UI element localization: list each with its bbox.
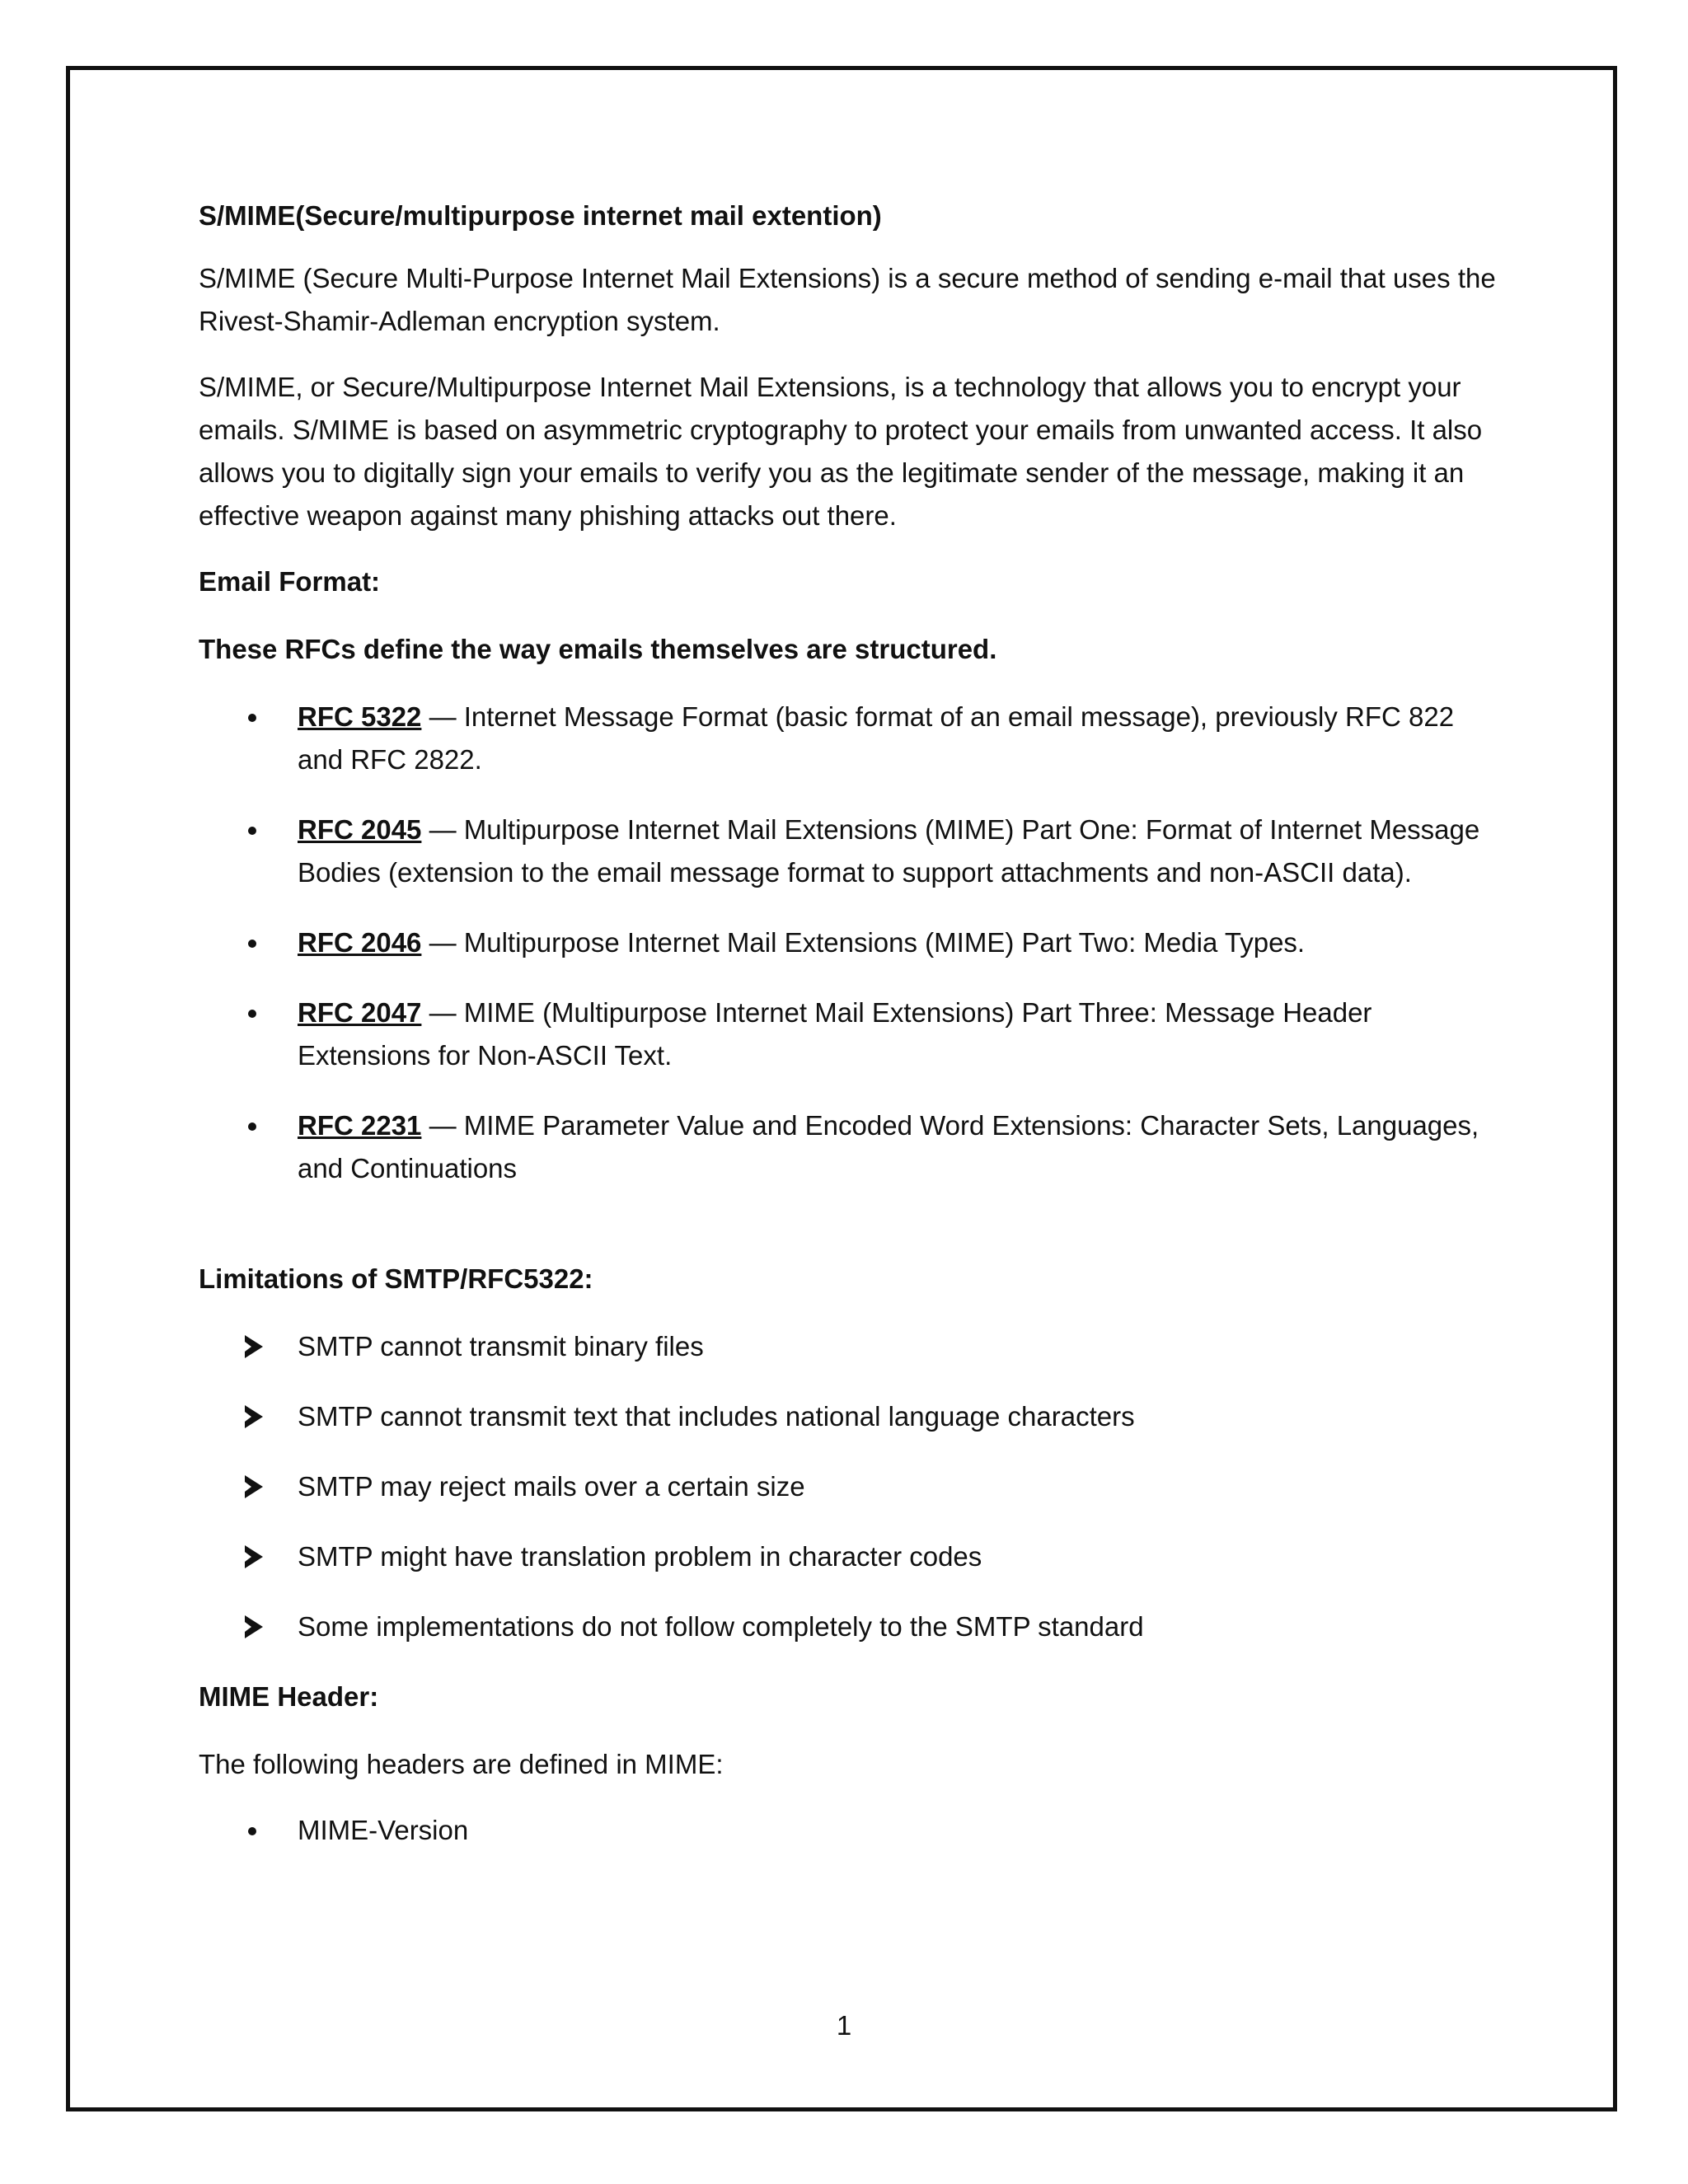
rfc-description: — MIME (Multipurpose Internet Mail Extensions) Part Three: Message Header Extensions for Non-ASCII Text. xyxy=(298,997,1372,1071)
intro-paragraph-1: S/MIME (Secure Multi-Purpose Internet Mail Extensions) is a secure method of sending e-mail that uses the Rivest-Shamir-Adleman encryption system. xyxy=(199,263,1496,336)
rfc-link[interactable]: RFC 5322 xyxy=(298,701,422,732)
document-body xyxy=(199,194,1501,1879)
limitations-heading: Limitations of SMTP/RFC5322: xyxy=(199,1263,593,1294)
rfc-list-item xyxy=(199,991,1501,1077)
bullet-icon xyxy=(248,1010,256,1018)
bullet-icon xyxy=(248,940,256,948)
bullet-icon xyxy=(248,714,256,722)
rfc-description: — Multipurpose Internet Mail Extensions (MIME) Part One: Format of Internet Message Bodies (extension to the email message format to support attachments and non-ASCII data). xyxy=(298,814,1480,888)
email-format-heading: Email Format: xyxy=(199,566,381,597)
arrow-bullet-icon xyxy=(245,1545,263,1568)
rfc-description: — MIME Parameter Value and Encoded Word Extensions: Character Sets, Languages, and Continuations xyxy=(298,1110,1479,1183)
rfc-list xyxy=(199,696,1501,1190)
limitation-item xyxy=(199,1325,1501,1368)
document-title: S/MIME(Secure/multipurpose internet mail extention) xyxy=(199,200,882,231)
arrow-bullet-icon xyxy=(245,1615,263,1638)
limitation-text: SMTP may reject mails over a certain size xyxy=(298,1471,805,1502)
limitation-item xyxy=(199,1605,1501,1648)
intro-paragraph-2: S/MIME, or Secure/Multipurpose Internet Mail Extensions, is a technology that allows you to encrypt your emails. S/MIME is based on asymmetric cryptography to protect your emails from unwanted access. It also allows you to digitally sign your emails to verify you as the legitimate sender of the message, making it an effective weapon against many phishing attacks out there. xyxy=(199,372,1483,531)
arrow-bullet-icon xyxy=(245,1405,263,1428)
limitations-list xyxy=(199,1325,1501,1648)
limitation-text: SMTP cannot transmit text that includes national language characters xyxy=(298,1401,1135,1432)
arrow-bullet-icon xyxy=(245,1335,263,1358)
rfc-link[interactable]: RFC 2047 xyxy=(298,997,422,1028)
rfc-list-item xyxy=(199,921,1501,964)
page-number: 1 xyxy=(836,2010,852,2041)
mime-header-list xyxy=(199,1809,1501,1852)
email-format-subheading: These RFCs define the way emails themselves are structured. xyxy=(199,634,997,664)
limitation-text: Some implementations do not follow completely to the SMTP standard xyxy=(298,1611,1144,1642)
bullet-icon xyxy=(248,1827,256,1835)
rfc-list-item xyxy=(199,808,1501,894)
mime-header-item xyxy=(199,1809,1501,1852)
rfc-link[interactable]: RFC 2045 xyxy=(298,814,422,845)
limitation-text: SMTP cannot transmit binary files xyxy=(298,1331,704,1361)
limitation-item xyxy=(199,1535,1501,1578)
mime-header-heading: MIME Header: xyxy=(199,1681,379,1712)
rfc-description: — Internet Message Format (basic format of an email message), previously RFC 822 and RFC 2822. xyxy=(298,701,1455,775)
bullet-icon xyxy=(248,827,256,835)
limitation-text: SMTP might have translation problem in character codes xyxy=(298,1541,982,1572)
mime-header-text: MIME-Version xyxy=(298,1815,469,1845)
limitation-item xyxy=(199,1465,1501,1508)
limitation-item xyxy=(199,1395,1501,1438)
rfc-link[interactable]: RFC 2231 xyxy=(298,1110,422,1141)
rfc-link[interactable]: RFC 2046 xyxy=(298,927,422,958)
bullet-icon xyxy=(248,1122,256,1131)
arrow-bullet-icon xyxy=(245,1475,263,1498)
rfc-list-item xyxy=(199,1104,1501,1190)
rfc-list-item xyxy=(199,696,1501,781)
mime-header-intro: The following headers are defined in MIME: xyxy=(199,1749,724,1779)
rfc-description: — Multipurpose Internet Mail Extensions (MIME) Part Two: Media Types. xyxy=(421,927,1306,958)
